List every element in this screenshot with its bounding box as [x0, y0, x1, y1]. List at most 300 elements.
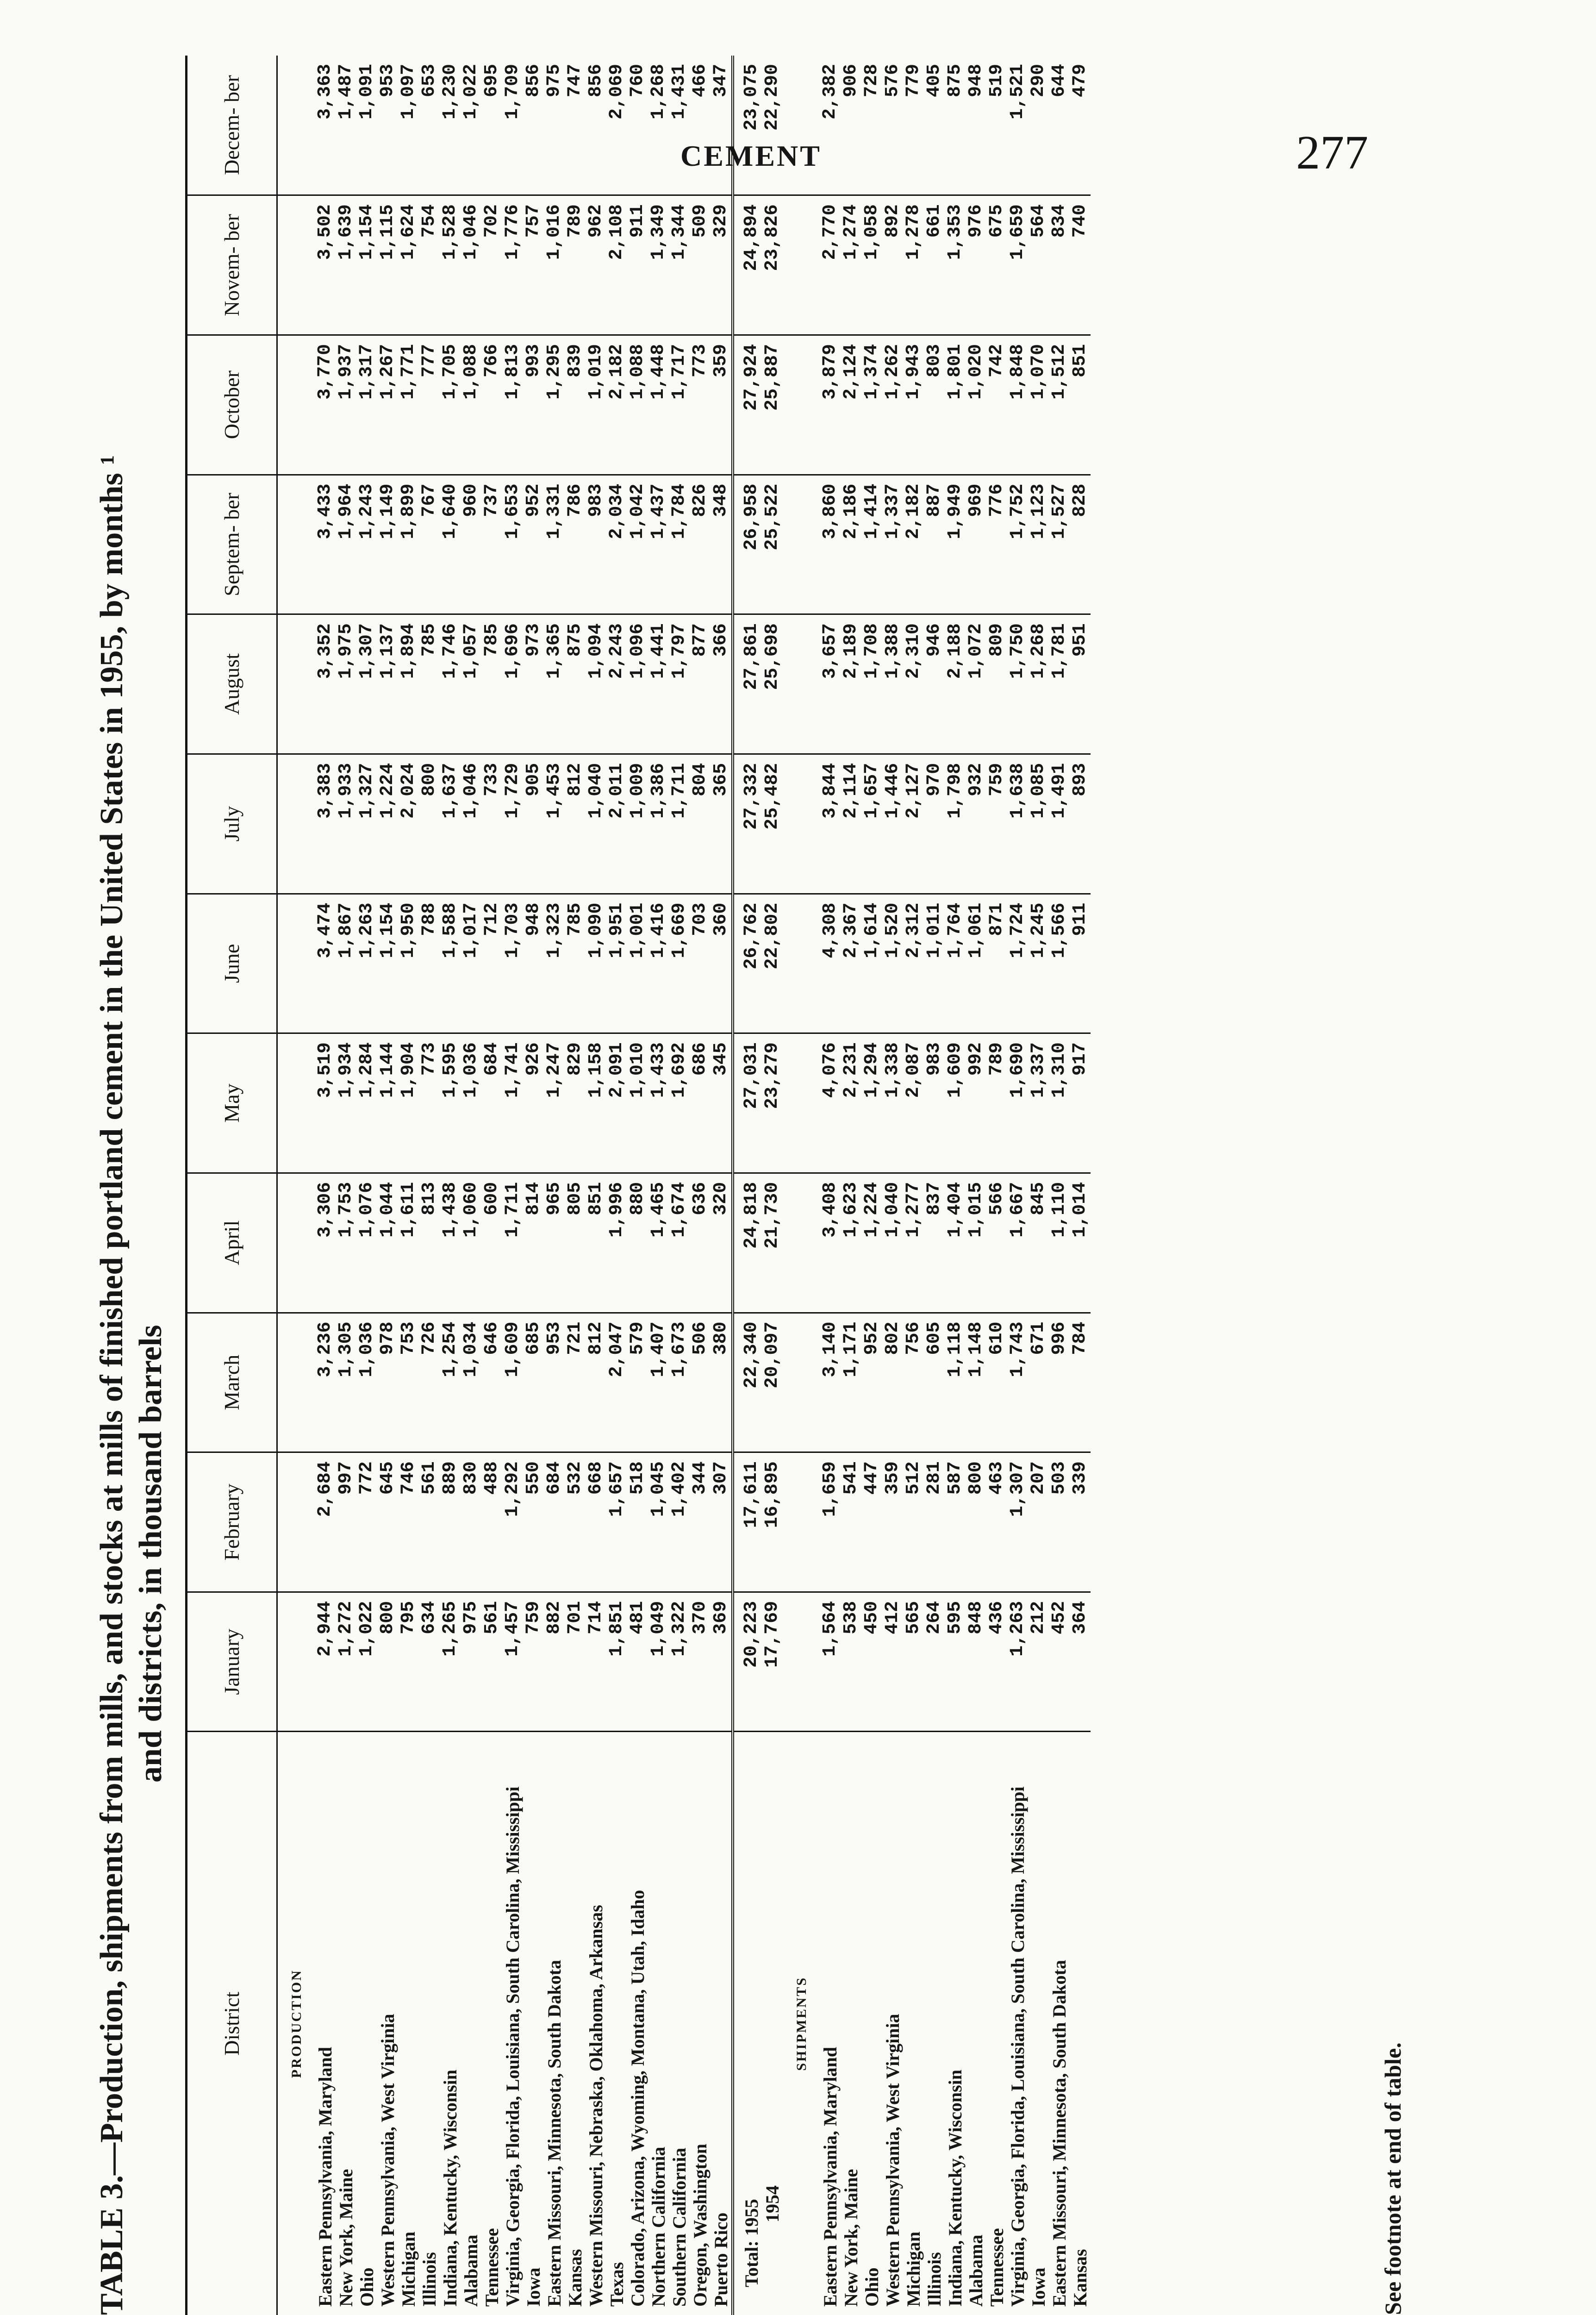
value-cell: 1,724: [1007, 894, 1028, 1033]
value-cell: 1,743: [1007, 1313, 1028, 1452]
value-cell: 3,352: [315, 614, 336, 754]
value-cell: 975: [544, 56, 565, 195]
value-cell: 965: [544, 1173, 565, 1313]
district-cell: [945, 1732, 966, 2315]
value-cell: 359: [711, 335, 733, 475]
value-cell: 803: [924, 335, 945, 475]
column-header-district: District: [187, 1732, 277, 2315]
value-cell: 1,284: [356, 1033, 377, 1173]
value-cell: 369: [711, 1592, 733, 1732]
value-cell: 1,327: [356, 754, 377, 894]
value-cell: 1,899: [398, 475, 419, 614]
value-cell: 1,528: [440, 195, 461, 335]
value-cell: 1,388: [882, 614, 903, 754]
value-cell: 576: [882, 56, 903, 195]
value-cell: 875: [945, 56, 966, 195]
column-header-row: [187, 56, 277, 2315]
value-cell: 701: [565, 1592, 586, 1732]
value-cell: 926: [523, 1033, 544, 1173]
value-cell: 1,741: [502, 1033, 523, 1173]
section-heading-row: [783, 56, 820, 2315]
value-cell: 1,085: [1028, 754, 1049, 894]
value-cell: 953: [544, 1313, 565, 1452]
district-cell: [440, 1732, 461, 2315]
district-name: New York, Maine: [336, 2169, 356, 2307]
table-row: [586, 56, 606, 2315]
district-cell: [711, 1732, 733, 2315]
value-cell: 1,609: [945, 1033, 966, 1173]
value-cell: 804: [690, 754, 711, 894]
value-cell: 481: [627, 1592, 648, 1732]
value-cell: 1,784: [669, 475, 690, 614]
value-cell: 1,801: [945, 335, 966, 475]
value-cell: 1,527: [1049, 475, 1070, 614]
value-cell: 1,848: [1007, 335, 1028, 475]
total-value-cell: 27,924: [733, 335, 762, 475]
value-cell: 1,771: [398, 335, 419, 475]
total-value-cell: 20,223: [733, 1592, 762, 1732]
total-value-cell: 23,279: [762, 1033, 783, 1173]
value-cell: 1,088: [461, 335, 481, 475]
value-cell: 541: [841, 1452, 861, 1592]
value-cell: 2,108: [606, 195, 627, 335]
value-cell: 366: [711, 614, 733, 754]
value-cell: 2,127: [903, 754, 924, 894]
value-cell: 2,231: [841, 1033, 861, 1173]
value-cell: 339: [1070, 1452, 1091, 1592]
value-cell: 1,036: [356, 1313, 377, 1452]
value-cell: 1,640: [440, 475, 461, 614]
value-cell: 703: [690, 894, 711, 1033]
value-cell: 207: [1028, 1452, 1049, 1592]
table-row: [398, 56, 419, 2315]
value-cell: 1,097: [398, 56, 419, 195]
value-cell: 3,879: [820, 335, 841, 475]
value-cell: 1,950: [398, 894, 419, 1033]
value-cell: 4,076: [820, 1033, 841, 1173]
district-name: Eastern Missouri, Minnesota, South Dakota: [1049, 1960, 1070, 2307]
table-row: [627, 56, 648, 2315]
value-cell: 721: [565, 1313, 586, 1452]
value-cell: 1,996: [606, 1173, 627, 1313]
value-cell: 2,312: [903, 894, 924, 1033]
district-cell: [461, 1732, 481, 2315]
value-cell: 2,944: [315, 1592, 336, 1732]
value-cell: 887: [924, 475, 945, 614]
value-cell: 996: [1049, 1313, 1070, 1452]
empty-cell: [783, 195, 820, 335]
district-name: Tennessee: [481, 2228, 502, 2307]
total-value-cell: 27,332: [733, 754, 762, 894]
value-cell: 1,711: [502, 1173, 523, 1313]
value-cell: 2,091: [606, 1033, 627, 1173]
value-cell: 1,674: [669, 1173, 690, 1313]
column-header-month: February: [187, 1452, 277, 1592]
total-value-cell: 22,290: [762, 56, 783, 195]
value-cell: 728: [861, 56, 882, 195]
column-header-month: Decem- ber: [187, 56, 277, 195]
value-cell: 785: [565, 894, 586, 1033]
value-cell: 786: [565, 475, 586, 614]
value-cell: 1,446: [882, 754, 903, 894]
value-cell: 1,374: [861, 335, 882, 475]
value-cell: 952: [861, 1313, 882, 1452]
empty-cell: [783, 1033, 820, 1173]
value-cell: 1,851: [606, 1592, 627, 1732]
value-cell: 779: [903, 56, 924, 195]
value-cell: 466: [690, 56, 711, 195]
table-row: [945, 56, 966, 2315]
table-row: [690, 56, 711, 2315]
table-row: [1049, 56, 1070, 2315]
value-cell: 917: [1070, 1033, 1091, 1173]
district-name: Iowa: [523, 2267, 544, 2307]
total-value-cell: 26,762: [733, 894, 762, 1033]
value-cell: 538: [841, 1592, 861, 1732]
table-row: [882, 56, 903, 2315]
total-value-cell: 20,097: [762, 1313, 783, 1452]
value-cell: 877: [690, 614, 711, 754]
district-name: Tennessee: [986, 2228, 1007, 2307]
value-cell: 1,263: [356, 894, 377, 1033]
district-name: Western Pennsylvania, West Virginia: [377, 2014, 398, 2307]
rotated-table-block: [93, 0, 1527, 2315]
value-cell: 1,014: [1070, 1173, 1091, 1313]
table-row: [502, 56, 523, 2315]
value-cell: 1,061: [966, 894, 986, 1033]
value-cell: 1,407: [648, 1313, 669, 1452]
value-cell: 1,149: [377, 475, 398, 614]
district-name: Colorado, Arizona, Wyoming, Montana, Utah, Idaho: [627, 1890, 648, 2307]
empty-cell: [783, 335, 820, 475]
value-cell: 1,949: [945, 475, 966, 614]
district-name: Virginia, Georgia, Florida, Louisiana, South Carolina, Mississippi: [502, 1786, 523, 2307]
value-cell: 320: [711, 1173, 733, 1313]
value-cell: 3,519: [315, 1033, 336, 1173]
table-row: [481, 56, 502, 2315]
empty-cell: [277, 195, 315, 335]
value-cell: 1,595: [440, 1033, 461, 1173]
value-cell: 1,040: [586, 754, 606, 894]
table-row: [986, 56, 1007, 2315]
value-cell: 519: [986, 56, 1007, 195]
value-cell: 1,696: [502, 614, 523, 754]
value-cell: 1,046: [461, 195, 481, 335]
district-cell: [1028, 1732, 1049, 2315]
value-cell: 365: [711, 754, 733, 894]
district-name: Western Pennsylvania, West Virginia: [882, 2014, 903, 2307]
district-cell: [882, 1732, 903, 2315]
value-cell: 1,752: [1007, 475, 1028, 614]
value-cell: 1,487: [336, 56, 356, 195]
value-cell: 1,798: [945, 754, 966, 894]
empty-cell: [783, 894, 820, 1033]
district-cell: [502, 1732, 523, 2315]
value-cell: 1,267: [377, 335, 398, 475]
value-cell: 714: [586, 1592, 606, 1732]
value-cell: 600: [481, 1173, 502, 1313]
value-cell: 948: [523, 894, 544, 1033]
column-header-month: July: [187, 754, 277, 894]
total-value-cell: 23,826: [762, 195, 783, 335]
value-cell: 1,337: [882, 475, 903, 614]
value-cell: 1,709: [502, 56, 523, 195]
value-cell: 3,306: [315, 1173, 336, 1313]
value-cell: 3,383: [315, 754, 336, 894]
district-name: Alabama: [461, 2234, 481, 2307]
value-cell: 892: [882, 195, 903, 335]
table-row: [648, 56, 669, 2315]
district-cell: [606, 1732, 627, 2315]
value-cell: 671: [1028, 1313, 1049, 1452]
value-cell: 1,657: [606, 1452, 627, 1592]
district-name: Illinois: [419, 2252, 440, 2307]
value-cell: 952: [523, 475, 544, 614]
value-cell: 684: [481, 1033, 502, 1173]
value-cell: 856: [586, 56, 606, 195]
value-cell: 726: [419, 1313, 440, 1452]
value-cell: 983: [924, 1033, 945, 1173]
value-cell: 345: [711, 1033, 733, 1173]
value-cell: 2,124: [841, 335, 861, 475]
district-name: Michigan: [398, 2231, 419, 2307]
value-cell: 1,951: [606, 894, 627, 1033]
value-cell: 1,277: [903, 1173, 924, 1313]
value-cell: 2,382: [820, 56, 841, 195]
value-cell: 712: [481, 894, 502, 1033]
value-cell: 830: [461, 1452, 481, 1592]
column-header-month: June: [187, 894, 277, 1033]
value-cell: 2,087: [903, 1033, 924, 1173]
table-row: [544, 56, 565, 2315]
value-cell: 1,110: [1049, 1173, 1070, 1313]
value-cell: 695: [481, 56, 502, 195]
value-cell: 610: [986, 1313, 1007, 1452]
value-cell: 1,154: [377, 894, 398, 1033]
district-name: Illinois: [924, 2252, 945, 2307]
value-cell: 992: [966, 1033, 986, 1173]
total-value-cell: 25,698: [762, 614, 783, 754]
value-cell: 364: [1070, 1592, 1091, 1732]
total-value-cell: 25,522: [762, 475, 783, 614]
value-cell: 550: [523, 1452, 544, 1592]
value-cell: 1,813: [502, 335, 523, 475]
value-cell: 3,770: [315, 335, 336, 475]
value-cell: 1,247: [544, 1033, 565, 1173]
value-cell: 1,623: [841, 1173, 861, 1313]
table-row: [461, 56, 481, 2315]
value-cell: 1,750: [1007, 614, 1028, 754]
value-cell: 1,964: [336, 475, 356, 614]
value-cell: 812: [586, 1313, 606, 1452]
value-cell: 2,182: [903, 475, 924, 614]
district-name: Texas: [606, 2262, 627, 2307]
value-cell: 1,729: [502, 754, 523, 894]
total-value-cell: 22,802: [762, 894, 783, 1033]
value-cell: 834: [1049, 195, 1070, 335]
value-cell: 3,140: [820, 1313, 841, 1452]
value-cell: 2,186: [841, 475, 861, 614]
value-cell: 837: [924, 1173, 945, 1313]
value-cell: 684: [544, 1452, 565, 1592]
value-cell: 518: [627, 1452, 648, 1592]
value-cell: 978: [377, 1313, 398, 1452]
value-cell: 1,414: [861, 475, 882, 614]
value-cell: 2,770: [820, 195, 841, 335]
value-cell: 360: [711, 894, 733, 1033]
value-cell: 759: [986, 754, 1007, 894]
value-cell: 565: [903, 1592, 924, 1732]
district-cell: [861, 1732, 882, 2315]
value-cell: 380: [711, 1313, 733, 1452]
value-cell: 1,659: [820, 1452, 841, 1592]
value-cell: 976: [966, 195, 986, 335]
value-cell: 856: [523, 56, 544, 195]
value-cell: 307: [711, 1452, 733, 1592]
empty-cell: [277, 614, 315, 754]
district-cell: [966, 1732, 986, 2315]
table-row: [440, 56, 461, 2315]
value-cell: 1,639: [336, 195, 356, 335]
table-row: [336, 56, 356, 2315]
value-cell: 1,046: [461, 754, 481, 894]
empty-cell: [783, 614, 820, 754]
value-cell: 561: [419, 1452, 440, 1592]
value-cell: 1,344: [669, 195, 690, 335]
district-cell: [1049, 1732, 1070, 2315]
table-body: [277, 56, 1091, 2315]
value-cell: 875: [565, 614, 586, 754]
value-cell: 1,934: [336, 1033, 356, 1173]
table-row: [966, 56, 986, 2315]
value-cell: 800: [377, 1592, 398, 1732]
value-cell: 1,040: [882, 1173, 903, 1313]
value-cell: 983: [586, 475, 606, 614]
section-heading: PRODUCTION: [288, 1969, 304, 2078]
value-cell: 405: [924, 56, 945, 195]
cement-table: [185, 56, 1091, 2315]
value-cell: 1,137: [377, 614, 398, 754]
page-number: 277: [1296, 126, 1368, 179]
district-cell: [627, 1732, 648, 2315]
value-cell: 3,844: [820, 754, 841, 894]
district-cell: [336, 1732, 356, 2315]
value-cell: 436: [986, 1592, 1007, 1732]
value-cell: 587: [945, 1452, 966, 1592]
value-cell: 733: [481, 754, 502, 894]
district-cell: [481, 1732, 502, 2315]
value-cell: 773: [419, 1033, 440, 1173]
value-cell: 2,189: [841, 614, 861, 754]
value-cell: 973: [523, 614, 544, 754]
district-name: Indiana, Kentucky, Wisconsin: [945, 2069, 966, 2307]
table-row: [669, 56, 690, 2315]
value-cell: 1,776: [502, 195, 523, 335]
column-header-month: April: [187, 1173, 277, 1313]
value-cell: 948: [966, 56, 986, 195]
value-cell: 1,564: [820, 1592, 841, 1732]
value-cell: 2,367: [841, 894, 861, 1033]
value-cell: 1,091: [356, 56, 377, 195]
district-name: Ohio: [356, 2267, 377, 2307]
value-cell: 1,022: [461, 56, 481, 195]
value-cell: 644: [1049, 56, 1070, 195]
value-cell: 809: [986, 614, 1007, 754]
table-row: [1028, 56, 1049, 2315]
value-cell: 1,611: [398, 1173, 419, 1313]
district-name: Virginia, Georgia, Florida, Louisiana, South Carolina, Mississippi: [1007, 1786, 1028, 2307]
value-cell: 1,009: [627, 754, 648, 894]
total-value-cell: 25,482: [762, 754, 783, 894]
value-cell: 347: [711, 56, 733, 195]
value-cell: 1,416: [648, 894, 669, 1033]
value-cell: 747: [565, 56, 586, 195]
value-cell: 1,076: [356, 1173, 377, 1313]
value-cell: 1,262: [882, 335, 903, 475]
total-value-cell: 21,730: [762, 1173, 783, 1313]
district-name: Eastern Missouri, Minnesota, South Dakota: [544, 1960, 565, 2307]
value-cell: 1,144: [377, 1033, 398, 1173]
value-cell: 1,016: [544, 195, 565, 335]
value-cell: 1,933: [336, 754, 356, 894]
value-cell: 1,010: [627, 1033, 648, 1173]
value-cell: 1,044: [377, 1173, 398, 1313]
empty-cell: [783, 754, 820, 894]
value-cell: 1,148: [966, 1313, 986, 1452]
value-cell: 1,307: [1007, 1452, 1028, 1592]
value-cell: 1,011: [924, 894, 945, 1033]
value-cell: 800: [419, 754, 440, 894]
value-cell: 634: [419, 1592, 440, 1732]
value-cell: 479: [1070, 56, 1091, 195]
value-cell: 1,058: [861, 195, 882, 335]
value-cell: 3,474: [315, 894, 336, 1033]
value-cell: 450: [861, 1592, 882, 1732]
value-cell: 1,638: [1007, 754, 1028, 894]
value-cell: 281: [924, 1452, 945, 1592]
table-title: [93, 0, 170, 2315]
value-cell: 1,521: [1007, 56, 1028, 195]
value-cell: 1,781: [1049, 614, 1070, 754]
value-cell: 2,684: [315, 1452, 336, 1592]
table-row: [523, 56, 544, 2315]
value-cell: 1,624: [398, 195, 419, 335]
district-name: Indiana, Kentucky, Wisconsin: [440, 2069, 461, 2307]
value-cell: 993: [523, 335, 544, 475]
value-cell: 756: [903, 1313, 924, 1452]
table-row: [419, 56, 440, 2315]
value-cell: 3,236: [315, 1313, 336, 1452]
empty-cell: [277, 475, 315, 614]
value-cell: 962: [586, 195, 606, 335]
value-cell: 1,015: [966, 1173, 986, 1313]
value-cell: 742: [986, 335, 1007, 475]
value-cell: 845: [1028, 1173, 1049, 1313]
empty-cell: [783, 1313, 820, 1452]
empty-cell: [277, 754, 315, 894]
value-cell: 812: [565, 754, 586, 894]
value-cell: 1,448: [648, 335, 669, 475]
value-cell: 1,096: [627, 614, 648, 754]
total-value-cell: 27,031: [733, 1033, 762, 1173]
value-cell: 463: [986, 1452, 1007, 1592]
value-cell: 871: [986, 894, 1007, 1033]
value-cell: 1,386: [648, 754, 669, 894]
value-cell: 2,188: [945, 614, 966, 754]
empty-cell: [277, 1452, 315, 1592]
column-header-month: August: [187, 614, 277, 754]
value-cell: 802: [882, 1313, 903, 1452]
